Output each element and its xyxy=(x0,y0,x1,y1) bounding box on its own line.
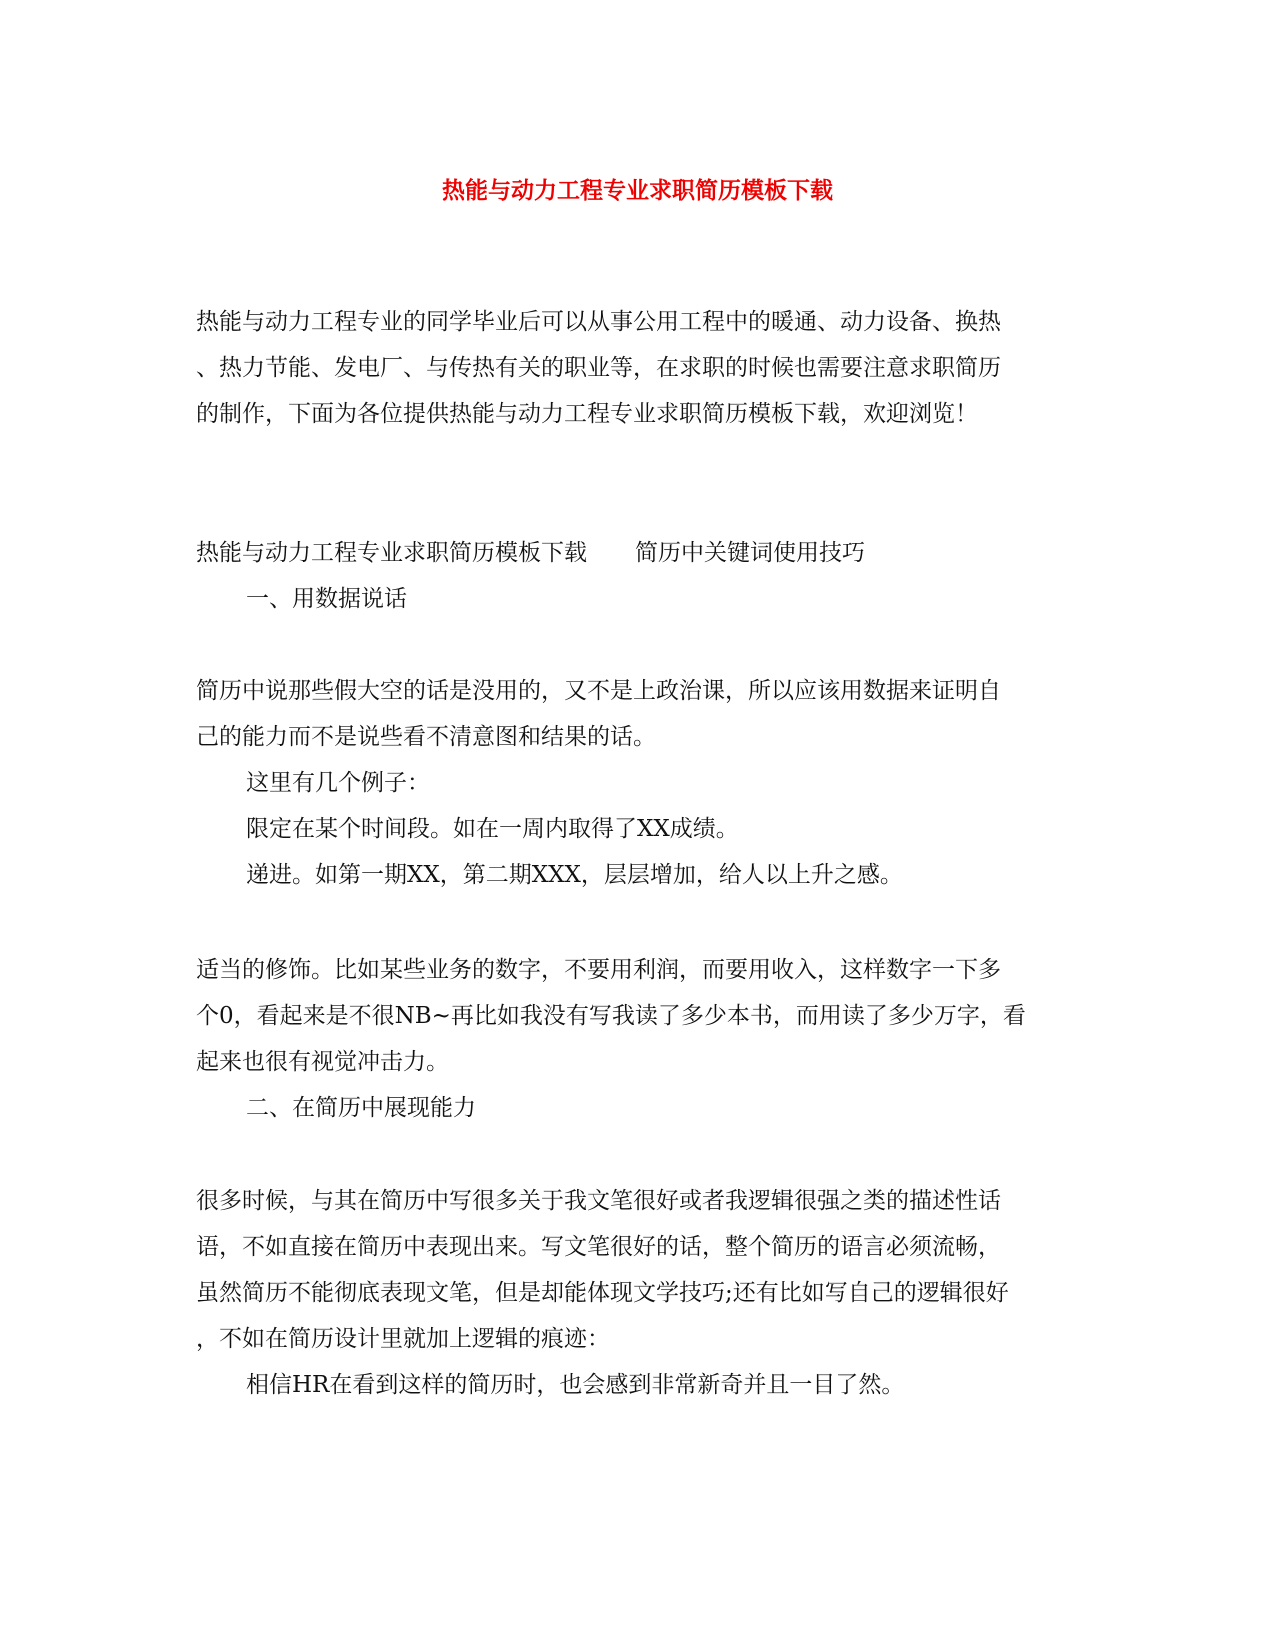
section1-para1-line-2: 己的能力而不是说些看不清意图和结果的话。 xyxy=(196,724,656,750)
section2-para1-line-1: 很多时候，与其在简历中写很多关于我文笔很好或者我逻辑很强之类的描述性话 xyxy=(196,1188,1001,1214)
examples-intro: 这里有几个例子： xyxy=(246,770,430,796)
section1-para2-line-2: 个0，看起来是不很NB~再比如我没有写我读了多少本书，而用读了多少万字，看 xyxy=(196,1003,1026,1029)
heading-line-left: 热能与动力工程专业求职简历模板下载 xyxy=(196,540,587,566)
section1-para2-line-1: 适当的修饰。比如某些业务的数字，不要用利润，而要用收入，这样数字一下多 xyxy=(196,957,1001,983)
example-1: 限定在某个时间段。如在一周内取得了XX成绩。 xyxy=(246,816,739,842)
section1-para2-line-3: 起来也很有视觉冲击力。 xyxy=(196,1049,449,1075)
heading-line xyxy=(196,538,1096,568)
section2-para1-line-3: 虽然简历不能彻底表现文笔，但是却能体现文学技巧;还有比如写自己的逻辑很好 xyxy=(196,1280,1009,1306)
section1-para1-line-1: 简历中说那些假大空的话是没用的，又不是上政治课，所以应该用数据来证明自 xyxy=(196,678,1001,704)
section1-heading: 一、用数据说话 xyxy=(246,586,407,612)
section2-para1-line-4: ，不如在简历设计里就加上逻辑的痕迹： xyxy=(196,1326,610,1352)
heading-line-right: 简历中关键词使用技巧 xyxy=(635,540,865,566)
intro-line-3: 的制作，下面为各位提供热能与动力工程专业求职简历模板下载，欢迎浏览！ xyxy=(196,401,978,427)
section2-heading: 二、在简历中展现能力 xyxy=(246,1095,476,1121)
example-2: 递进。如第一期XX，第二期XXX，层层增加，给人以上升之感。 xyxy=(246,862,903,888)
document-title: 热能与动力工程专业求职简历模板下载 xyxy=(442,177,833,204)
intro-line-1: 热能与动力工程专业的同学毕业后可以从事公用工程中的暖通、动力设备、换热 xyxy=(196,309,1001,335)
section2-closing: 相信HR在看到这样的简历时，也会感到非常新奇并且一目了然。 xyxy=(246,1372,905,1398)
intro-line-2: 、热力节能、发电厂、与传热有关的职业等，在求职的时候也需要注意求职简历 xyxy=(196,355,1001,381)
section2-para1-line-2: 语，不如直接在简历中表现出来。写文笔很好的话，整个简历的语言必须流畅， xyxy=(196,1234,1001,1260)
